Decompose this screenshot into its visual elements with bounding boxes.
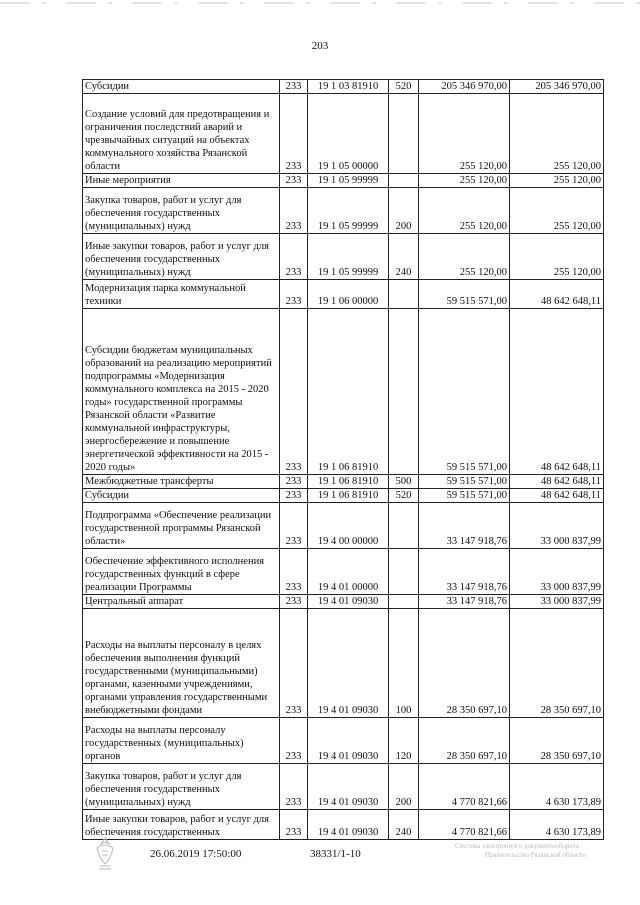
row-ministry-code: 233 [280, 234, 308, 280]
row-sum-2019: 255 120,00 [419, 188, 510, 234]
row-sum-2019: 59 515 571,00 [419, 309, 510, 475]
table-row [83, 764, 604, 810]
row-ministry-code: 233 [280, 80, 308, 94]
row-target-code: 19 1 06 81910 [308, 489, 389, 503]
row-sum-2019: 255 120,00 [419, 94, 510, 174]
table-row [83, 718, 604, 764]
row-expense-type: 240 [389, 810, 419, 840]
table-row [83, 94, 604, 174]
row-ministry-code: 233 [280, 595, 308, 609]
row-sum-2019: 28 350 697,10 [419, 718, 510, 764]
watermark [455, 842, 586, 860]
row-name: Создание условий для предотвращения и ограничения последствий аварий и чрезвычайных ситуаций на объектах коммунального хозяйства Рязанской области [83, 94, 280, 174]
row-name: Центральный аппарат [83, 595, 280, 609]
row-sum-2019: 33 147 918,76 [419, 595, 510, 609]
row-target-code: 19 1 05 99999 [308, 188, 389, 234]
row-ministry-code: 233 [280, 489, 308, 503]
row-sum-2019: 4 770 821,66 [419, 810, 510, 840]
row-expense-type: 520 [389, 489, 419, 503]
row-expense-type: 120 [389, 718, 419, 764]
row-sum-2020: 4 630 173,89 [510, 810, 604, 840]
watermark-line-1: Система электронного документооборота [455, 842, 580, 850]
row-target-code: 19 1 05 00000 [308, 94, 389, 174]
row-sum-2020: 28 350 697,10 [510, 718, 604, 764]
row-target-code: 19 1 05 99999 [308, 234, 389, 280]
row-ministry-code: 233 [280, 475, 308, 489]
row-name: Субсидии бюджетам муниципальных образований на реализацию мероприятий подпрограммы «Модернизация коммунального комплекса на 2015 - 2020 годы» государственной программы Рязанской области «Развитие коммунальной инфраструктуры, энергосбережение и повышение энергетической эффективности на 2015 - 2020 годы» [83, 309, 280, 475]
row-name: Субсидии [83, 489, 280, 503]
table-row [83, 280, 604, 309]
row-name: Расходы на выплаты персоналу государственных (муниципальных) органов [83, 718, 280, 764]
row-expense-type [389, 94, 419, 174]
row-target-code: 19 1 03 81910 [308, 80, 389, 94]
row-sum-2019: 205 346 970,00 [419, 80, 510, 94]
row-ministry-code: 233 [280, 764, 308, 810]
row-sum-2019: 255 120,00 [419, 174, 510, 188]
row-ministry-code: 233 [280, 188, 308, 234]
table-row [83, 188, 604, 234]
page-number: 203 [311, 40, 329, 52]
table-row [83, 549, 604, 595]
row-name: Обеспечение эффективного исполнения государственных функций в сфере реализации Программы [83, 549, 280, 595]
row-ministry-code: 233 [280, 810, 308, 840]
watermark-line-2: Правительства Рязанской области [485, 851, 586, 859]
row-sum-2020: 255 120,00 [510, 174, 604, 188]
row-name: Иные закупки товаров, работ и услуг для обеспечения государственных [83, 810, 280, 840]
row-name: Межбюджетные трансферты [83, 475, 280, 489]
row-name: Закупка товаров, работ и услуг для обеспечения государственных (муниципальных) нужд [83, 764, 280, 810]
row-target-code: 19 4 01 00000 [308, 549, 389, 595]
row-sum-2019: 59 515 571,00 [419, 280, 510, 309]
row-sum-2020: 255 120,00 [510, 234, 604, 280]
table-row [83, 174, 604, 188]
row-target-code: 19 4 01 09030 [308, 718, 389, 764]
table-row [83, 503, 604, 549]
footer-datetime: 26.06.2019 17:50:00 [150, 848, 242, 860]
row-expense-type: 200 [389, 764, 419, 810]
footer-document-number: 38331/1-10 [310, 848, 361, 860]
row-expense-type: 520 [389, 80, 419, 94]
row-target-code: 19 1 06 00000 [308, 280, 389, 309]
row-sum-2020: 205 346 970,00 [510, 80, 604, 94]
row-expense-type: 100 [389, 609, 419, 718]
row-sum-2020: 4 630 173,89 [510, 764, 604, 810]
row-sum-2020: 33 000 837,99 [510, 549, 604, 595]
row-target-code: 19 4 01 09030 [308, 810, 389, 840]
row-expense-type [389, 549, 419, 595]
row-name: Закупка товаров, работ и услуг для обеспечения государственных (муниципальных) нужд [83, 188, 280, 234]
row-sum-2020: 48 642 648,11 [510, 280, 604, 309]
row-expense-type [389, 503, 419, 549]
row-sum-2019: 28 350 697,10 [419, 609, 510, 718]
row-expense-type: 200 [389, 188, 419, 234]
row-target-code: 19 1 06 81910 [308, 475, 389, 489]
row-sum-2020: 48 642 648,11 [510, 309, 604, 475]
row-sum-2020: 255 120,00 [510, 188, 604, 234]
row-sum-2019: 4 770 821,66 [419, 764, 510, 810]
emblem-stamp-icon [92, 836, 118, 872]
table-row [83, 489, 604, 503]
row-sum-2020: 33 000 837,99 [510, 595, 604, 609]
row-sum-2020: 255 120,00 [510, 94, 604, 174]
row-sum-2019: 255 120,00 [419, 234, 510, 280]
row-sum-2019: 59 515 571,00 [419, 475, 510, 489]
row-expense-type [389, 595, 419, 609]
budget-table [82, 79, 604, 840]
table-row [83, 80, 604, 94]
row-expense-type: 240 [389, 234, 419, 280]
table-row [83, 309, 604, 475]
row-ministry-code: 233 [280, 94, 308, 174]
row-sum-2020: 33 000 837,99 [510, 503, 604, 549]
row-expense-type [389, 280, 419, 309]
row-ministry-code: 233 [280, 309, 308, 475]
row-name: Иные мероприятия [83, 174, 280, 188]
row-sum-2020: 48 642 648,11 [510, 475, 604, 489]
row-ministry-code: 233 [280, 609, 308, 718]
table-row [83, 810, 604, 840]
row-sum-2020: 28 350 697,10 [510, 609, 604, 718]
row-name: Расходы на выплаты персоналу в целях обеспечения выполнения функций государственными (муниципальными) органами, казенными учреждениями, органами управления государственными внебюджетными фондами [83, 609, 280, 718]
row-ministry-code: 233 [280, 174, 308, 188]
row-target-code: 19 1 05 99999 [308, 174, 389, 188]
row-name: Иные закупки товаров, работ и услуг для обеспечения государственных (муниципальных) нужд [83, 234, 280, 280]
row-target-code: 19 4 01 09030 [308, 609, 389, 718]
row-name: Подпрограмма «Обеспечение реализации государственной программы Рязанской области» [83, 503, 280, 549]
table-row [83, 595, 604, 609]
row-target-code: 19 1 06 81910 [308, 309, 389, 475]
row-expense-type: 500 [389, 475, 419, 489]
row-ministry-code: 233 [280, 503, 308, 549]
table-row [83, 609, 604, 718]
row-name: Модернизация парка коммунальной техники [83, 280, 280, 309]
row-name: Субсидии [83, 80, 280, 94]
row-target-code: 19 4 01 09030 [308, 595, 389, 609]
row-ministry-code: 233 [280, 280, 308, 309]
row-sum-2020: 48 642 648,11 [510, 489, 604, 503]
row-sum-2019: 59 515 571,00 [419, 489, 510, 503]
row-sum-2019: 33 147 918,76 [419, 549, 510, 595]
row-target-code: 19 4 01 09030 [308, 764, 389, 810]
row-expense-type [389, 174, 419, 188]
row-expense-type [389, 309, 419, 475]
table-row [83, 234, 604, 280]
row-target-code: 19 4 00 00000 [308, 503, 389, 549]
row-ministry-code: 233 [280, 549, 308, 595]
row-ministry-code: 233 [280, 718, 308, 764]
row-sum-2019: 33 147 918,76 [419, 503, 510, 549]
scan-artifact-line [0, 2, 640, 4]
table-row [83, 475, 604, 489]
